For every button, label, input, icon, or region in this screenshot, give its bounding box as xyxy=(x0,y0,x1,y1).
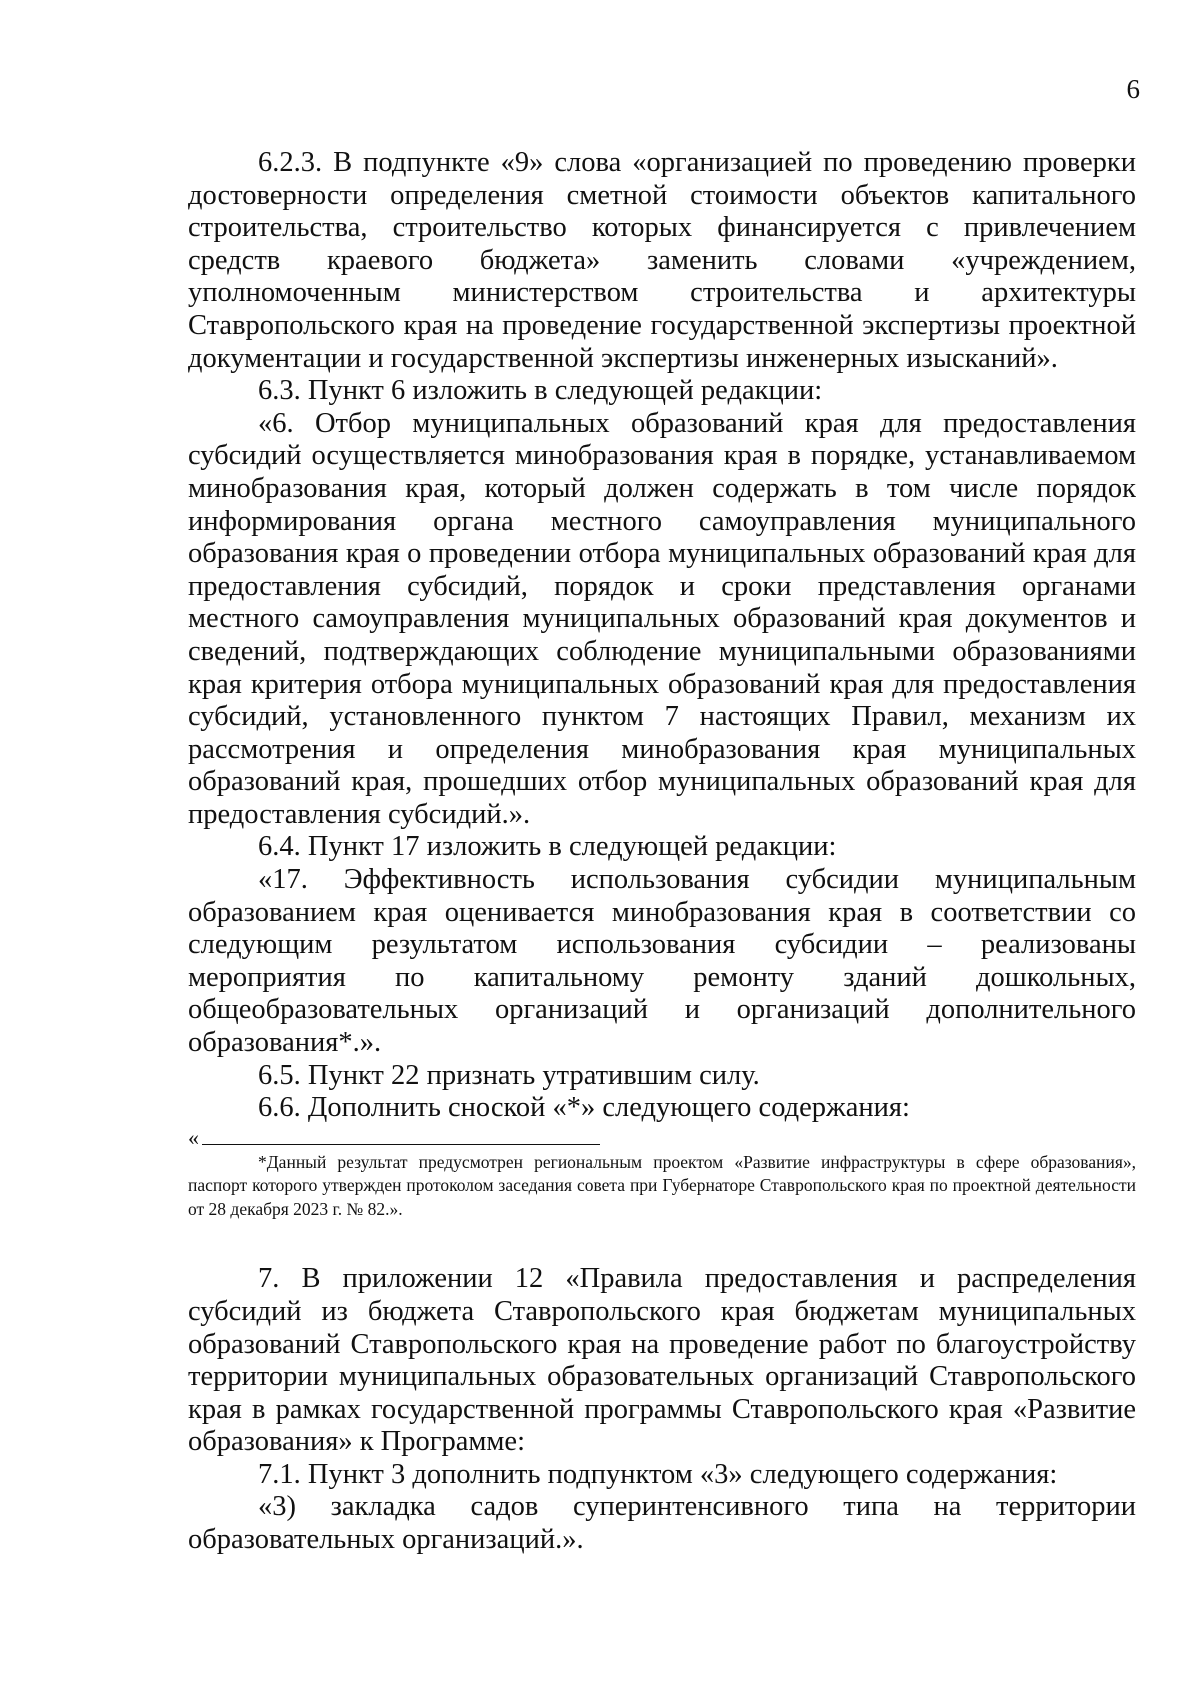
section-gap xyxy=(188,1221,1136,1263)
footnote-block xyxy=(188,1124,1136,1222)
footnote-separator-line xyxy=(202,1144,600,1145)
paragraph-point-17-text: «17. Эффективность использования субсидии муниципальным образованием края оценивается минобразования края в соответствии со следующим результатом использования субсидии – реализованы мероприятия по капитальному ремонту зданий дошкольных, общеобразовательных организаций и организаций дополнительного образования*.». xyxy=(188,864,1136,1059)
paragraph-6-5: 6.5. Пункт 22 признать утратившим силу. xyxy=(258,1059,760,1091)
footnote-open-quote: « xyxy=(188,1124,199,1150)
paragraph-7: 7. В приложении 12 «Правила предоставления и распределения субсидий из бюджета Ставропольского края бюджетам муниципальных образований Ставропольского края на проведение работ по благоустройству территории муниципальных образовательных организаций Ставропольского края в рамках государственной программы Ставропольского края «Развитие образования» к Программе: xyxy=(188,1263,1136,1458)
paragraph-6-2-3: 6.2.3. В подпункте «9» слова «организацией по проведению проверки достоверности определения сметной стоимости объектов капитального строительства, строительство которых финансируется с привлечением средств краевого бюджета» заменить словами «учреждением, уполномоченным министерством строительства и архитектуры Ставропольского края на проведение государственной экспертизы проектной документации и государственной экспертизы инженерных изысканий». xyxy=(188,147,1136,374)
paragraph-7-1: 7.1. Пункт 3 дополнить подпунктом «3» следующего содержания: xyxy=(258,1458,1058,1490)
paragraph-6-3: 6.3. Пункт 6 изложить в следующей редакции: xyxy=(258,375,823,407)
paragraph-point-6-text: «6. Отбор муниципальных образований края для предоставления субсидий осуществляется минобразования края в порядке, устанавливаемом минобразования края, который должен содержать в том числе порядок информирования органа местного самоуправления муниципального образования края о проведении отбора муниципальных образований края для предоставления субсидий, порядок и сроки представления органами местного самоуправления муниципальных образований края документов и сведений, подтверждающих соблюдение муниципальными образованиями края критерия отбора муниципальных образований края для предоставления субсидий, установленного пунктом 7 настоящих Правил, механизм их рассмотрения и определения минобразования края муниципальных образований края, прошедших отбор муниципальных образований края для предоставления субсидий.». xyxy=(188,407,1136,830)
footnote-text: *Данный результат предусмотрен региональным проектом «Развитие инфраструктуры в сфере образования», паспорт которого утвержден протоколом заседания совета при Губернаторе Ставропольского края по проектной деятельности от 28 декабря 2023 г. № 82.». xyxy=(188,1151,1136,1219)
paragraph-6-6: 6.6. Дополнить сноской «*» следующего содержания: xyxy=(258,1092,910,1124)
document-body xyxy=(188,147,1136,1557)
paragraph-6-4: 6.4. Пункт 17 изложить в следующей редакции: xyxy=(258,831,837,863)
page-number: 6 xyxy=(1126,74,1140,104)
paragraph-subpoint-3-text: «3) закладка садов суперинтенсивного типа на территории образовательных организаций.». xyxy=(188,1491,1136,1556)
